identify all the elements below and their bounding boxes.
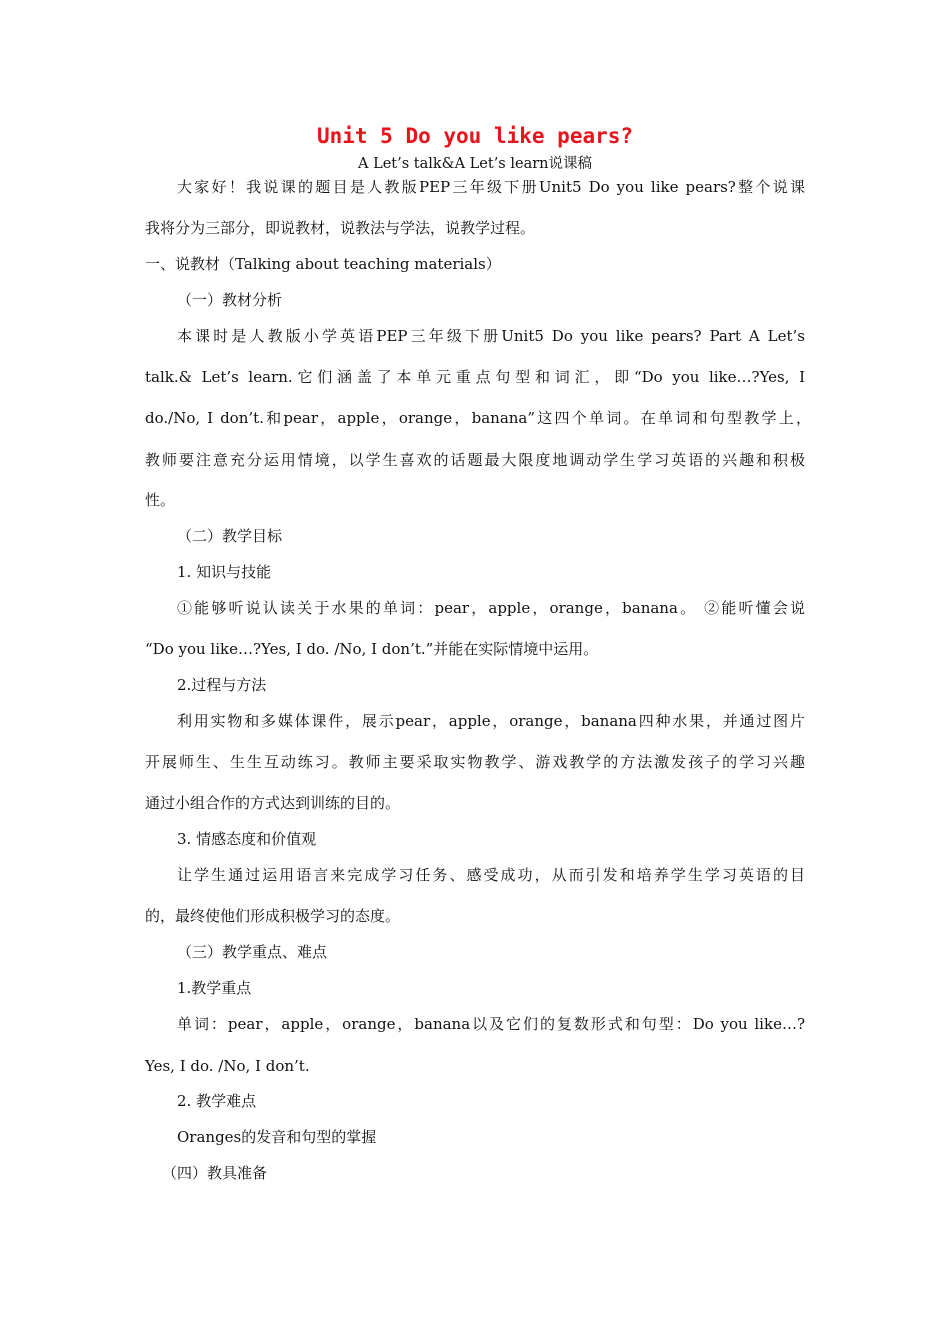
paragraph-line: 通过小组合作的方式达到训练的目的。 [145, 794, 401, 812]
subsection-heading: （三）教学重点、难点 [177, 943, 328, 961]
paragraph-line: do./No, I don’t.和pear，apple，orange，banana”这四个单词。在单词和句型教学上， [145, 409, 811, 427]
list-heading: 1. 知识与技能 [177, 563, 272, 581]
paragraph-line: ①能够听说认读关于水果的单词：pear，apple，orange，banana。 ②能听懂会说 [177, 599, 805, 617]
paragraph-line: 本课时是人教版小学英语PEP三年级下册Unit5 Do you like pears? Part A Let’s [177, 327, 805, 345]
paragraph-line: 性。 [145, 491, 176, 509]
paragraph-line: “Do you like…?Yes, I do. /No, I don’t.”并能在实际情境中运用。 [145, 640, 599, 658]
paragraph-line: 让学生通过运用语言来完成学习任务、感受成功，从而引发和培养学生学习英语的目 [177, 866, 805, 884]
list-heading: 3. 情感态度和价值观 [177, 830, 317, 848]
document-subtitle: A Let’s talk&A Let’s learn说课稿 [358, 156, 592, 172]
list-heading: 2. 教学难点 [177, 1092, 257, 1110]
paragraph-line: talk.& Let’s learn.它们涵盖了本单元重点句型和词汇，即“Do you like…?Yes, I [145, 368, 805, 386]
paragraph-line: 开展师生、生生互动练习。教师主要采取实物教学、游戏教学的方法激发孩子的学习兴趣 [145, 753, 805, 771]
document-title: Unit 5 Do you like pears? [316, 124, 634, 148]
paragraph-line: 的，最终使他们形成积极学习的态度。 [145, 907, 401, 925]
subsection-heading: （二）教学目标 [177, 527, 283, 545]
subsection-heading: （四）教具准备 [162, 1164, 268, 1182]
list-heading: 2.过程与方法 [177, 676, 267, 694]
paragraph-line: Yes, I do. /No, I don’t. [145, 1057, 310, 1075]
paragraph-line: 单词：pear，apple，orange，banana以及它们的复数形式和句型：Do you like…? [177, 1015, 805, 1033]
paragraph-line: 利用实物和多媒体课件，展示pear，apple，orange，banana四种水果，并通过图片 [177, 712, 805, 730]
paragraph-line: 我将分为三部分，即说教材，说教法与学法，说教学过程。 [145, 219, 536, 237]
subsection-heading: （一）教材分析 [177, 291, 283, 309]
paragraph-line: 大家好！我说课的题目是人教版PEP三年级下册Unit5 Do you like pears?整个说课 [177, 178, 805, 196]
paragraph-line: Oranges的发音和句型的掌握 [177, 1128, 377, 1146]
paragraph-line: 教师要注意充分运用情境，以学生喜欢的话题最大限度地调动学生学习英语的兴趣和积极 [145, 451, 805, 469]
section-heading: 一、说教材（Talking about teaching materials） [145, 255, 501, 273]
list-heading: 1.教学重点 [177, 979, 252, 997]
